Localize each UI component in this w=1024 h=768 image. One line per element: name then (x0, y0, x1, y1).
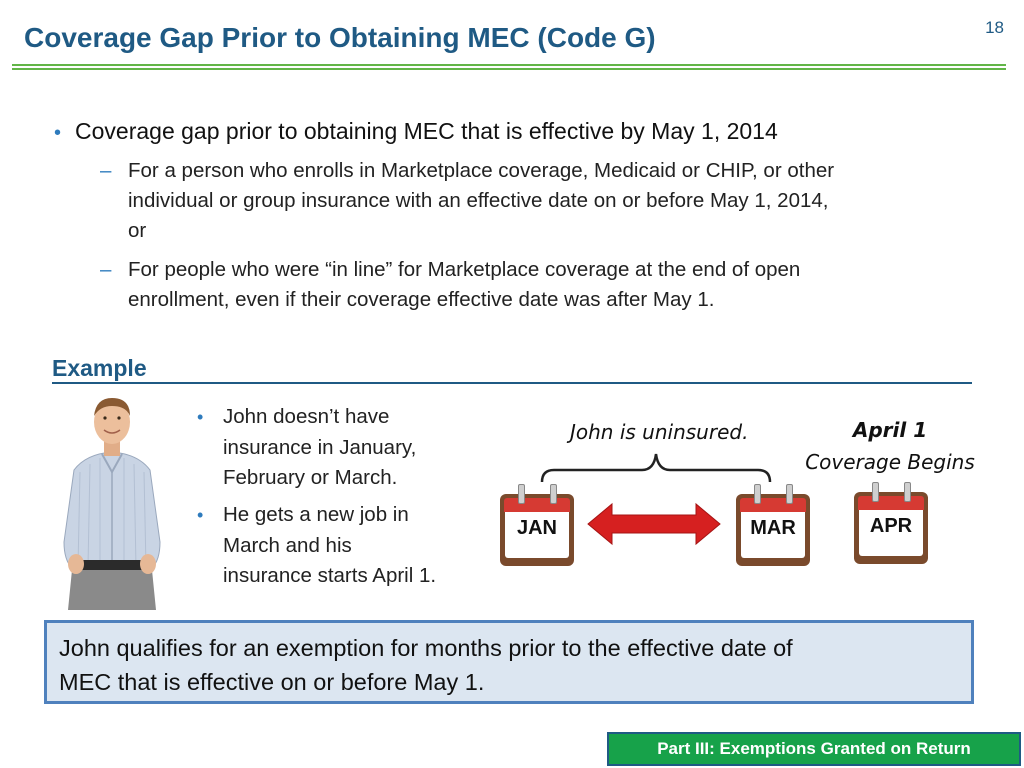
dash-icon: – (100, 159, 112, 182)
uninsured-label: John is uninsured. (570, 420, 749, 444)
calendar-mar-label: MAR (750, 517, 796, 539)
example-bullet-2-line-3: insurance starts April 1. (223, 564, 437, 587)
example-bullet-1-line-1: John doesn’t have (223, 405, 390, 428)
coverage-date: April 1 (852, 418, 928, 442)
calendar-jan-icon (500, 484, 574, 566)
bullet-dot-icon: • (197, 407, 204, 427)
calendar-apr-icon (854, 482, 928, 564)
sub-bullet-1-line-3: or (128, 219, 147, 242)
double-arrow-icon (586, 500, 722, 548)
sub-bullet-2 (100, 255, 988, 315)
sub-bullet-2-line-1: For people who were “in line” for Marketplace coverage at the end of open (128, 258, 801, 281)
sub-bullet-1-line-2: individual or group insurance with an effective date on or before May 1, 2014, (128, 189, 829, 212)
calendar-apr-label: APR (869, 515, 913, 537)
example-bullet-2 (197, 500, 493, 592)
example-rule (52, 382, 972, 384)
brace-icon (538, 450, 774, 484)
exemption-callout (44, 620, 974, 704)
section-footer-tag: Part III: Exemptions Granted on Return (607, 732, 1021, 766)
callout-line-1: John qualifies for an exemption for months prior to the effective date of (59, 635, 793, 661)
callout-line-2: MEC that is effective on or before May 1. (59, 669, 485, 695)
bullet-dot-icon: • (197, 505, 204, 525)
person-photo (56, 392, 168, 610)
example-bullet-1-line-2: insurance in January, (223, 435, 417, 459)
sub-bullet-1 (100, 156, 988, 246)
example-bullet-1 (197, 402, 493, 494)
title-rule-top (12, 64, 1006, 66)
page-number: 18 (985, 18, 1004, 37)
example-bullet-2-line-1: He gets a new job in (223, 503, 409, 526)
title-rule-bottom (12, 68, 1006, 70)
example-bullet-2-line-2: March and his (223, 533, 352, 557)
calendar-jan-label: JAN (516, 517, 557, 539)
main-bullet-text: Coverage gap prior to obtaining MEC that is effective by May 1, 2014 (75, 118, 778, 144)
slide-title: Coverage Gap Prior to Obtaining MEC (Code G) (24, 22, 656, 53)
dash-icon: – (100, 258, 112, 281)
coverage-begins-label: Coverage Begins (805, 450, 975, 474)
main-bullet (54, 118, 778, 145)
callout-text (59, 631, 959, 699)
sub-bullet-2-line-2: enrollment, even if their coverage effective date was after May 1. (128, 288, 715, 311)
example-bullet-1-line-3: February or March. (223, 466, 398, 489)
calendar-mar-icon (736, 484, 810, 566)
bullet-dot-icon: • (54, 122, 62, 144)
sub-bullet-1-line-1: For a person who enrolls in Marketplace coverage, Medicaid or CHIP, or other (128, 159, 835, 182)
example-heading: Example (52, 355, 147, 381)
